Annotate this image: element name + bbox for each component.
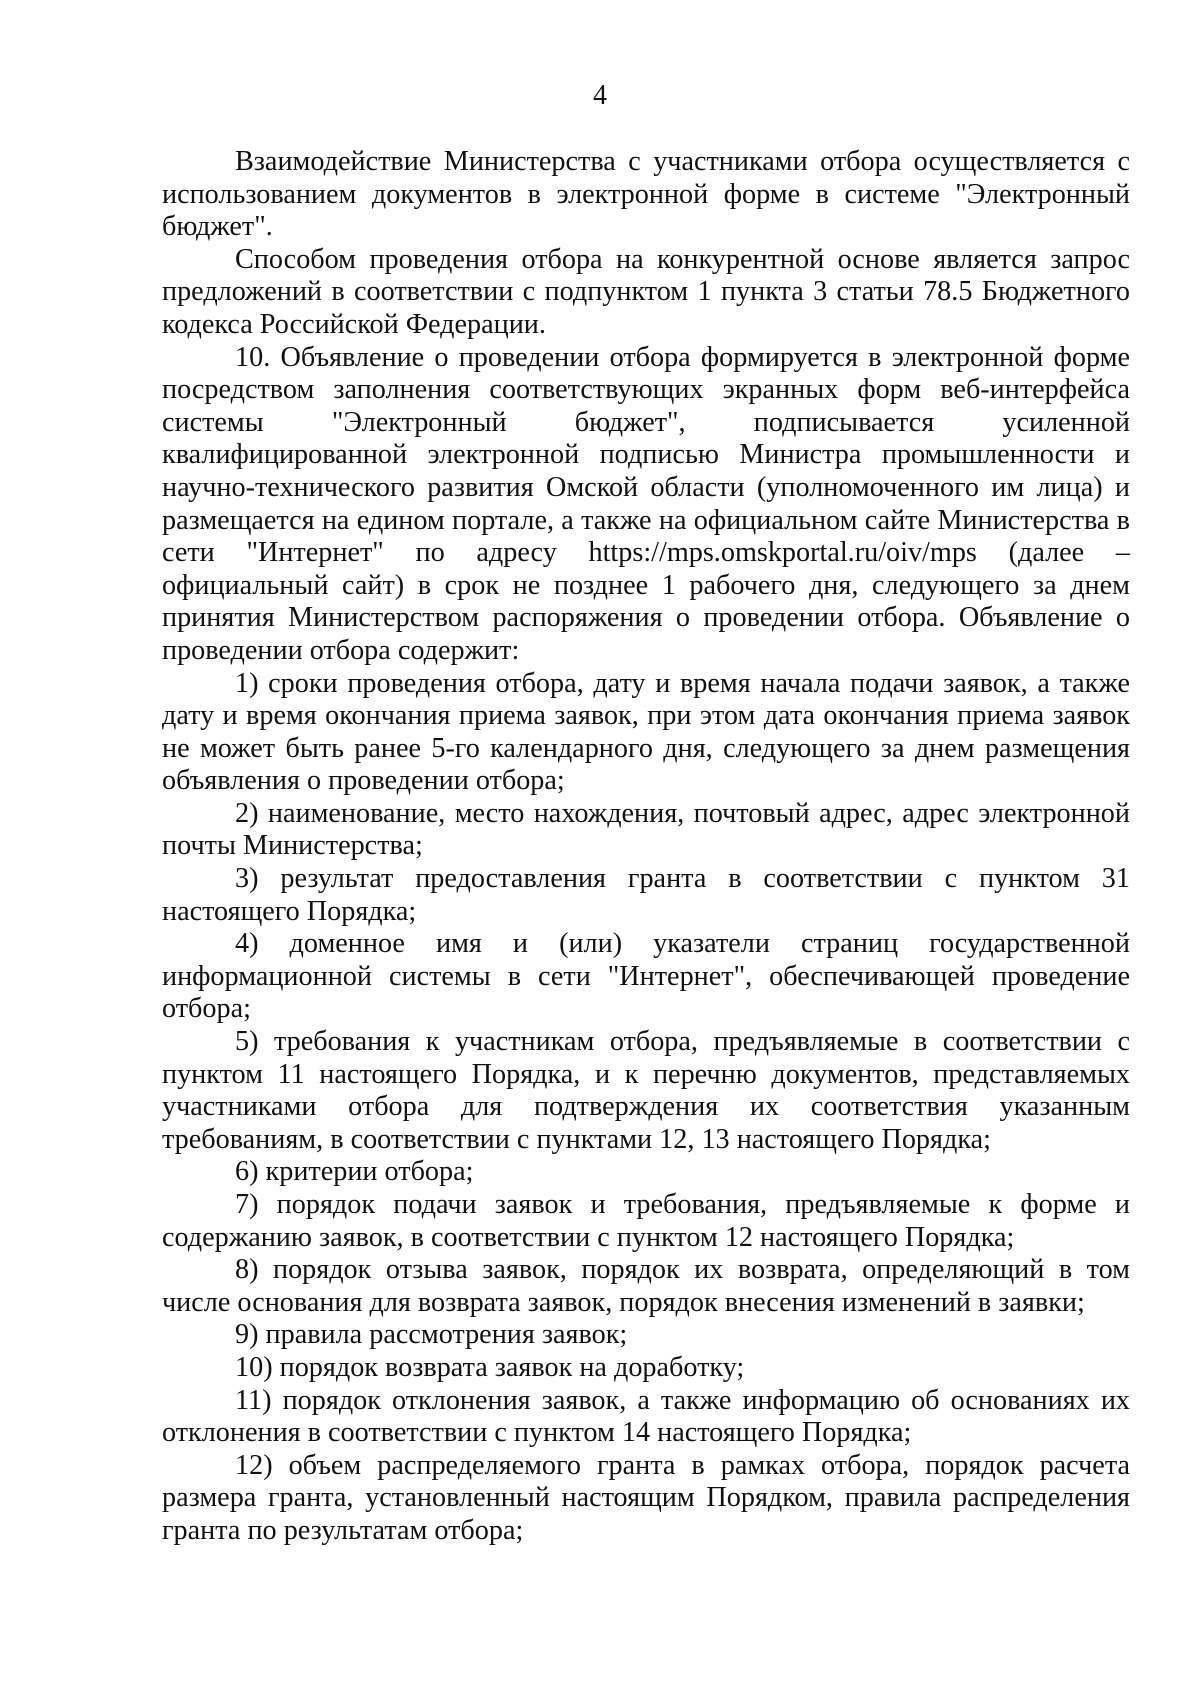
paragraph-interaction: Взаимодействие Министерства с участниками отбора осуществляется с использованием документов в электронной форме в системе "Электронный бюджет". xyxy=(162,146,1130,243)
list-item-6: 6) критерии отбора; xyxy=(235,1156,474,1188)
list-item-12: 12) объем распределяемого гранта в рамках отбора, порядок расчета размера гранта, установленный настоящим Порядком, правила распределения гранта по результатам отбора; xyxy=(162,1449,1130,1546)
list-item-1: 1) сроки проведения отбора, дату и время начала подачи заявок, а также дату и время окончания приема заявок, при этом дата окончания приема заявок не может быть ранее 5-го календарного дня, следующего за днем размещения объявления о проведении отбора; xyxy=(162,667,1130,797)
paragraph-selection-method: Способом проведения отбора на конкурентной основе является запрос предложений в соответствии с подпунктом 1 пункта 3 статьи 78.5 Бюджетного кодекса Российской Федерации. xyxy=(162,243,1130,340)
document-body xyxy=(162,146,1130,1548)
list-item-7: 7) порядок подачи заявок и требования, предъявляемые к форме и содержанию заявок, в соответствии с пунктом 12 настоящего Порядка; xyxy=(162,1189,1130,1253)
paragraph-item-10: 10. Объявление о проведении отбора формируется в электронной форме посредством заполнения соответствующих экранных форм веб-интерфейса системы "Электронный бюджет", подписывается усиленной квалифицированной электронной подписью Министра промышленности и научно-технического развития Омской области (уполномоченного им лица) и размещается на едином портале, а также на официальном сайте Министерства в сети "Интернет" по адресу https://mps.omskportal.ru/oiv/mps (далее – официальный сайт) в срок не позднее 1 рабочего дня, следующего за днем принятия Министерством распоряжения о проведении отбора. Объявление о проведении отбора содержит: xyxy=(162,341,1130,666)
page-number: 4 xyxy=(593,80,607,111)
list-item-9: 9) правила рассмотрения заявок; xyxy=(235,1319,628,1351)
list-item-2: 2) наименование, место нахождения, почтовый адрес, адрес электронной почты Министерства; xyxy=(162,797,1130,862)
list-item-5: 5) требования к участникам отбора, предъявляемые в соответствии с пунктом 11 настоящего Порядка, и к перечню документов, представляемых участниками отбора для подтверждения их соответствия указанным требованиям, в соответствии с пунктами 12, 13 настоящего Порядка; xyxy=(162,1026,1130,1155)
list-item-11: 11) порядок отклонения заявок, а также информацию об основаниях их отклонения в соответствии с пунктом 14 настоящего Порядка; xyxy=(162,1384,1130,1449)
list-item-8: 8) порядок отзыва заявок, порядок их возврата, определяющий в том числе основания для возврата заявок, порядок внесения изменений в заявки; xyxy=(162,1254,1130,1318)
list-item-10: 10) порядок возврата заявок на доработку; xyxy=(235,1351,745,1383)
list-item-4: 4) доменное имя и (или) указатели страниц государственной информационной системы в сети "Интернет", обеспечивающей проведение отбора; xyxy=(162,928,1130,1025)
list-item-3: 3) результат предоставления гранта в соответствии с пунктом 31 настоящего Порядка; xyxy=(162,863,1130,927)
